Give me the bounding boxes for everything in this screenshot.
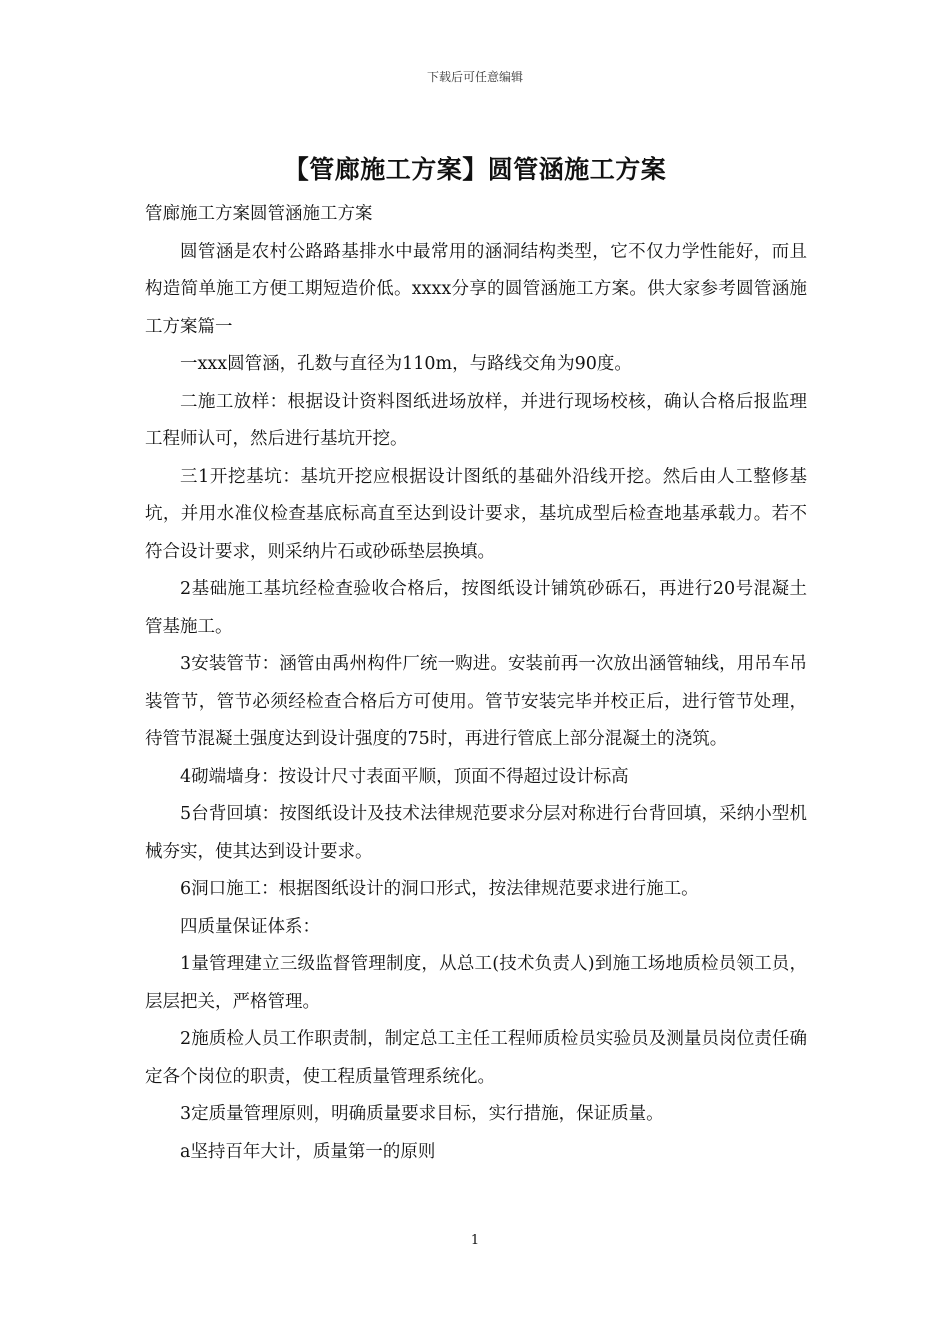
paragraph: 二施工放样：根据设计资料图纸进场放样，并进行现场校核，确认合格后报监理工程师认可，然后进行基坑开挖。 (145, 391, 807, 449)
paragraph: 2施质检人员工作职责制，制定总工主任工程师质检员实验员及测量员岗位责任确定各个岗位的职责，使工程质量管理系统化。 (145, 1029, 807, 1087)
paragraph: 3安装管节：涵管由禹州构件厂统一购进。安装前再一次放出涵管轴线，用吊车吊装管节，管节必须经检查合格后方可使用。管节安装完毕并校正后，进行管节处理，待管节混凝土强度达到设计强度的75时，再进行管底上部分混凝土的浇筑。 (145, 654, 807, 749)
paragraph: 1量管理建立三级监督管理制度，从总工(技术负责人)到施工场地质检员领工员，层层把关，严格管理。 (145, 954, 807, 1012)
paragraph: 三1开挖基坑：基坑开挖应根据设计图纸的基础外沿线开挖。然后由人工整修基坑，并用水准仪检查基底标高直至达到设计要求，基坑成型后检查地基承载力。若不符合设计要求，则采纳片石或砂砾垫层换填。 (145, 466, 807, 562)
document-subtitle: 管廊施工方案圆管涵施工方案 (145, 204, 373, 224)
document-title: 【管廊施工方案】圆管涵施工方案 (283, 155, 667, 184)
page-number: 1 (470, 1233, 480, 1248)
paragraph: 4砌端墙身：按设计尺寸表面平顺，顶面不得超过设计标高 (180, 766, 629, 787)
document-body (145, 196, 807, 1171)
paragraph: 5台背回填：按图纸设计及技术法律规范要求分层对称进行台背回填，采纳小型机械夯实，使其达到设计要求。 (145, 804, 807, 862)
paragraph: 3定质量管理原则，明确质量要求目标，实行措施，保证质量。 (180, 1104, 664, 1124)
paragraph: 四质量保证体系： (180, 916, 320, 937)
paragraph: 6洞口施工：根据图纸设计的洞口形式，按法律规范要求进行施工。 (180, 879, 699, 899)
paragraph: 圆管涵是农村公路路基排水中最常用的涵洞结构类型，它不仅力学性能好，而且构造简单施工方便工期短造价低。xxxx分享的圆管涵施工方案。供大家参考圆管涵施工方案篇一 (145, 241, 807, 337)
header-note: 下载后可任意编辑 (426, 70, 523, 84)
paragraph: 一xxx圆管涵，孔数与直径为110m，与路线交角为90度。 (180, 354, 632, 374)
paragraph: a坚持百年大计，质量第一的原则 (180, 1141, 436, 1162)
paragraph: 2基础施工基坑经检查验收合格后，按图纸设计铺筑砂砾石，再进行20号混凝土管基施工。 (145, 579, 807, 637)
